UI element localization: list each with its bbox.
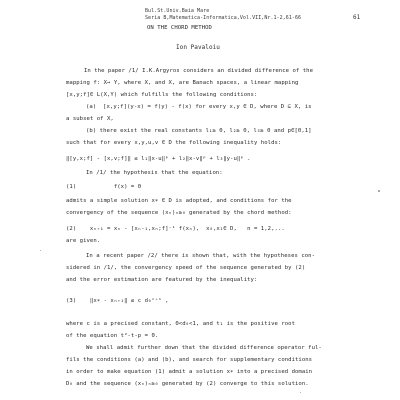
scan-speck — [300, 392, 301, 393]
body-line: a subset of X, — [66, 116, 114, 122]
body-line: mapping f: X→ Y, where X, and X, are Banach spaces, a linear mapping — [66, 80, 299, 86]
body-line: in order to make equation (1) admit a solution x∗ into a precised domain — [66, 369, 313, 375]
body-line: convergency of the sequence (xₙ)ₙ≥₀ generated by the chord method: — [66, 210, 292, 216]
body-line: In the paper /1/ I.K.Argyros considers an divided difference of the — [84, 68, 313, 74]
body-line: such that for every x,y,u,v ∈ D the following inequality holds: — [66, 140, 282, 146]
scan-speck — [378, 190, 380, 192]
body-line: D₀ and the sequence (xₙ)ₙ≥₀ generated by (2) converge to this solution. — [66, 381, 309, 387]
scan-speck — [40, 250, 41, 251]
equation-2: (2) xₙ₊₁ = xₙ - [xₙ₋₁,xₙ;f]⁻¹ f(xₙ), x₀,x₁∈ D, n = 1,2,... — [66, 226, 285, 232]
body-line: In /1/ the hypothesis that the equation: — [86, 170, 223, 176]
body-line: We shall admit further down that the divided difference operator ful- — [86, 345, 322, 351]
journal-header-line-2: Seria B,Matematica-Informatica,Vol.VII,Nr.1-2,61-66 — [145, 15, 302, 21]
body-line: where c is a precised constant, 0<d₀<1, and t₁ is the positive root — [66, 321, 295, 327]
equation-1: (1) f(x) = 0 — [66, 184, 142, 190]
paper-author: Ion Pavaloiu — [176, 44, 220, 51]
paper-title: ON THE CHORD METHOD — [147, 25, 212, 31]
body-line: (b) there exist the real constants l₁≥ 0, l₂≥ 0, l₃≥ 0 and p∈[0,1] — [86, 128, 312, 134]
body-line: [x,y;f]∈ L(X,Y) which fulfills the following conditions: — [66, 92, 258, 98]
body-line: (a) [x,y;f](y-x) = f(y) - f(x) for every x,y ∈ D, where D ⊆ X, is — [86, 104, 312, 110]
body-line: and the error estimation are featured by the inequality: — [66, 277, 258, 283]
page-number: 61 — [353, 14, 361, 21]
body-line: of the equation t²-t-p = 0. — [66, 333, 159, 339]
body-line: sidered in /1/, the convergency speed of the sequence generated by (2) — [66, 265, 306, 271]
body-line: fils the conditions (a) and (b), and search for supplementary conditions — [66, 357, 313, 363]
inequality-formula: ‖[y,x;f] - [x,v;f]‖ ≤ l₁‖x-u‖ᵖ + l₂‖x-v‖ᵖ + l₃‖y-u‖ᵖ . — [66, 156, 251, 162]
equation-3: (3) ‖x∗ - xₙ₊₁‖ ≤ c d₀ⁿ⁺¹ , — [66, 298, 169, 304]
journal-header-line-1: Bul.St.Univ.Baia Mare — [145, 8, 210, 14]
body-line: are given. — [66, 238, 101, 244]
body-line: admits a simple solution x∗ ∈ D is adopted, and conditions for the — [66, 198, 292, 204]
body-line: In a recent paper /2/ there is shown that, with the hypotheses con- — [86, 253, 315, 259]
